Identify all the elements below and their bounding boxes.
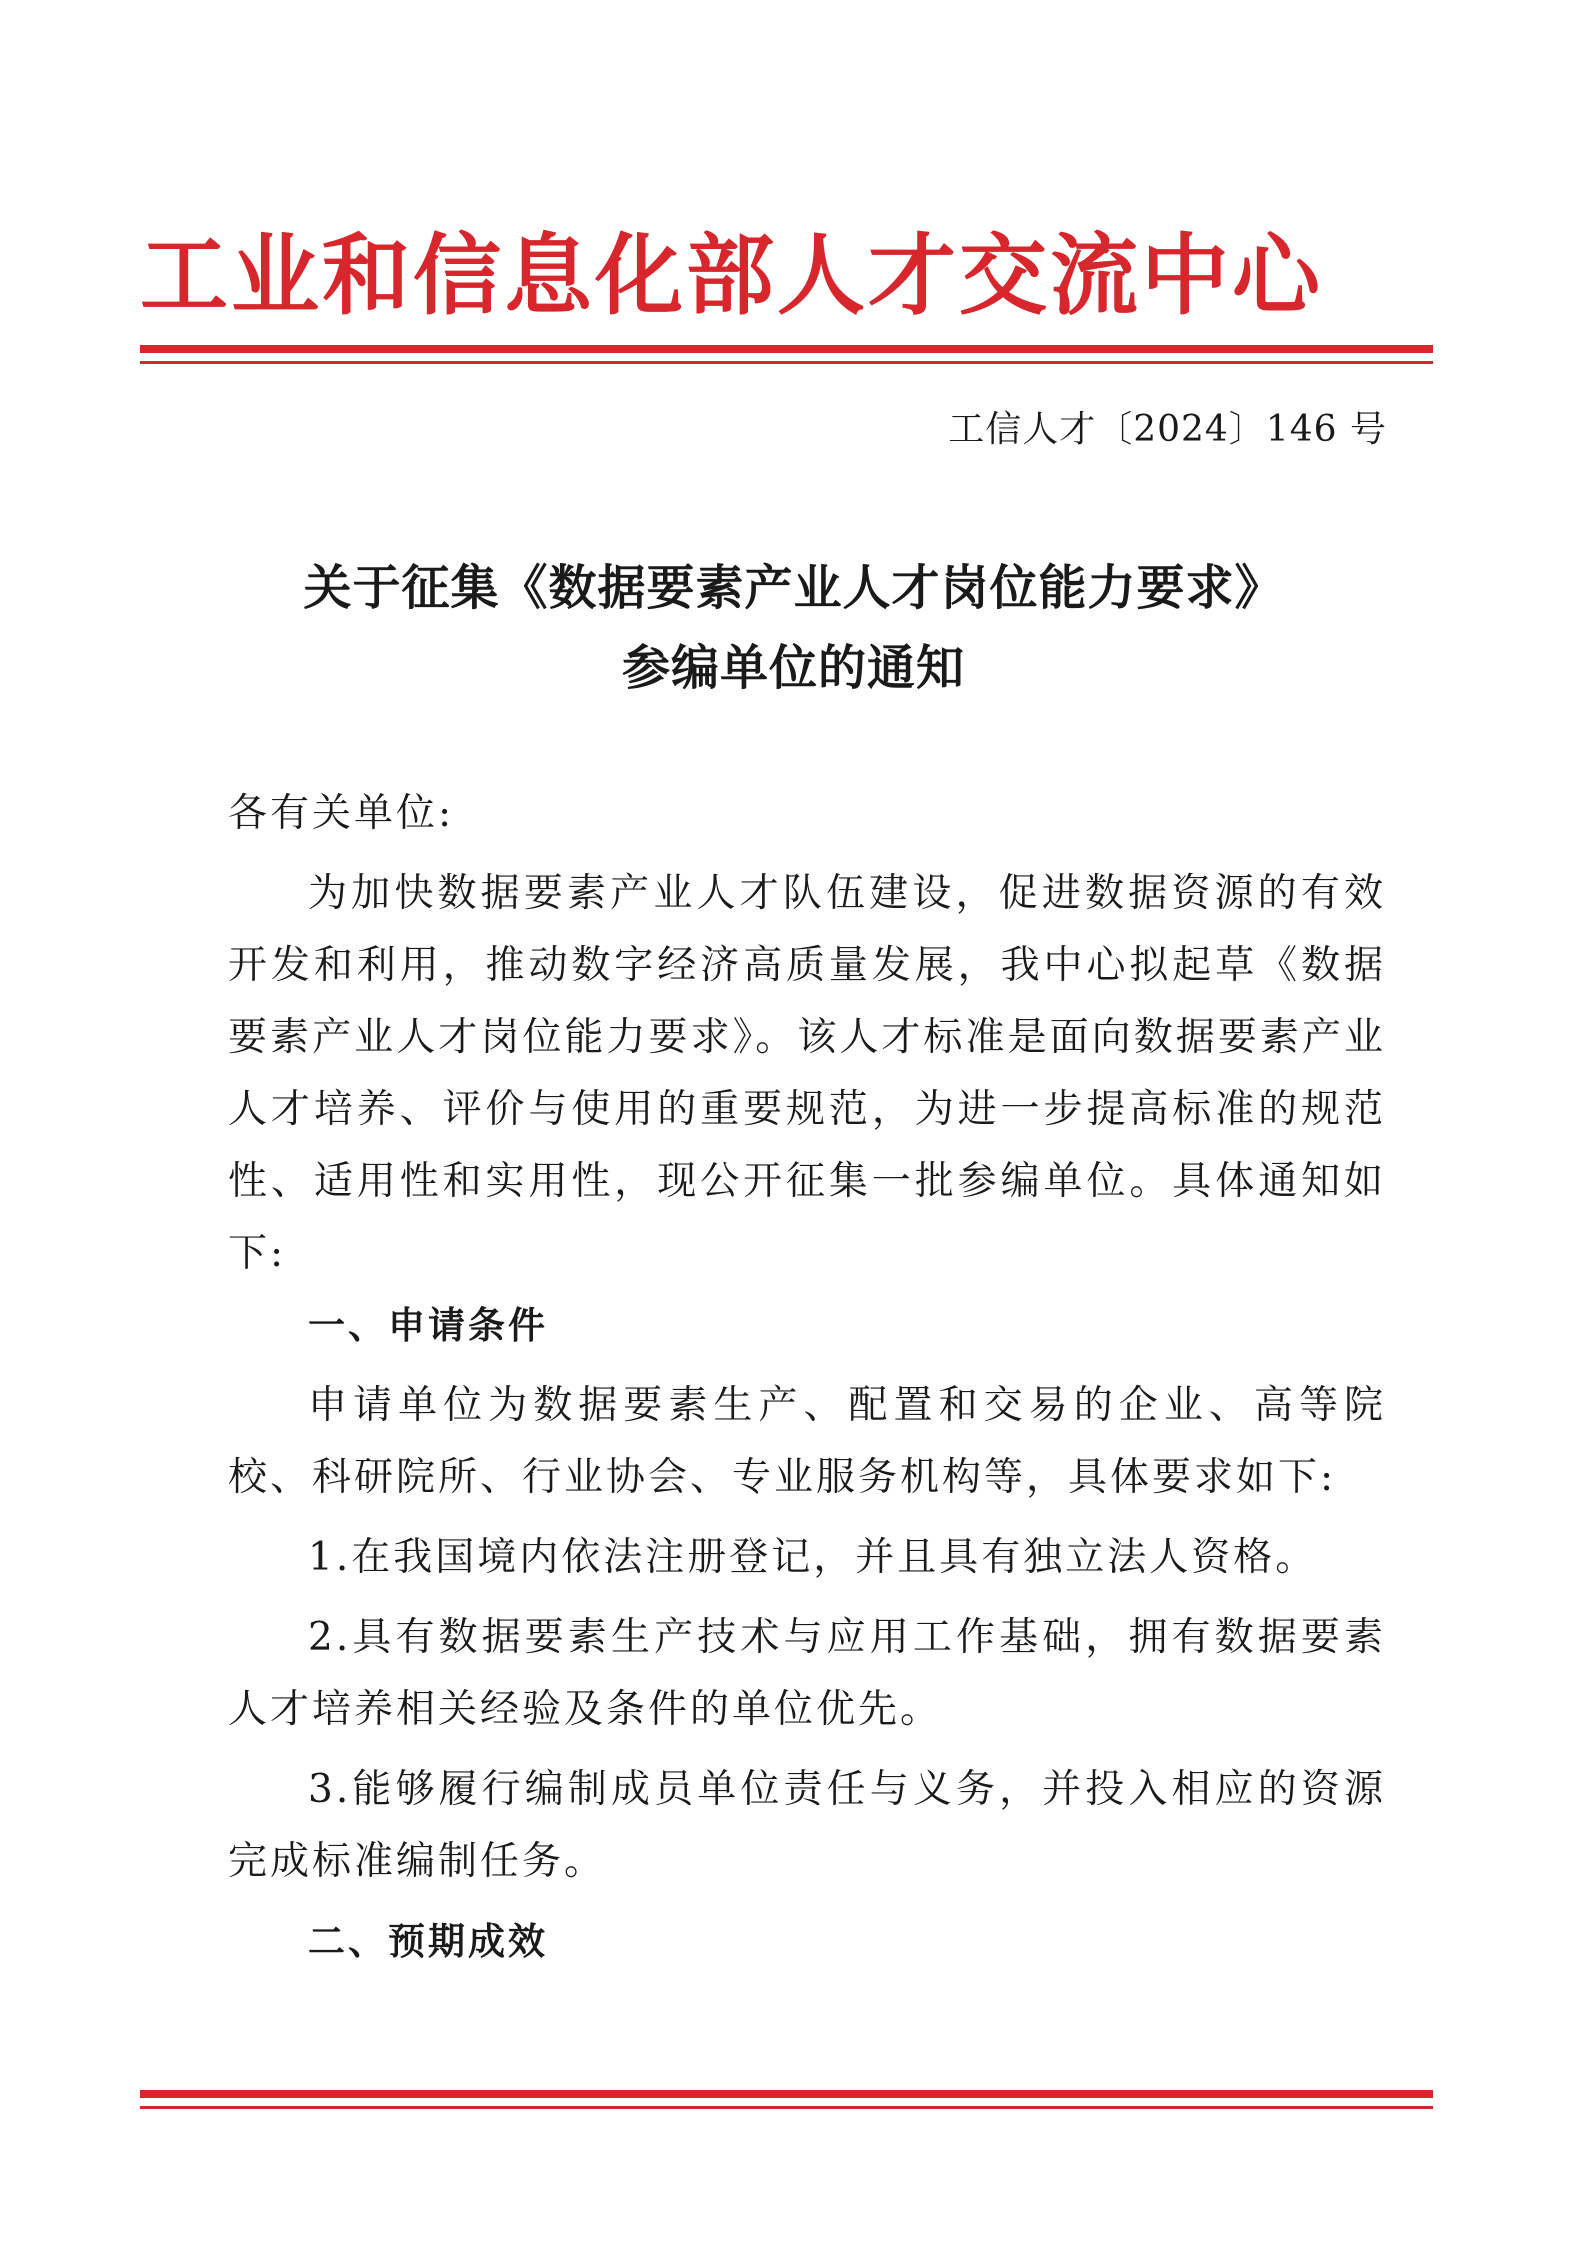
section2-heading: 二、预期成效 — [308, 1920, 548, 1963]
letterhead-rule-thin — [140, 361, 1433, 364]
document-title — [200, 548, 1387, 708]
letterhead-rule-thick — [140, 345, 1433, 353]
salutation: 各有关单位: — [228, 791, 455, 836]
section1-heading: 一、申请条件 — [308, 1304, 548, 1347]
intro-paragraph: 为加快数据要素产业人才队伍建设，促进数据资源的有效开发和利用，推动数字经济高质量发展，我中心拟起草《数据要素产业人才岗位能力要求》。该人才标准是面向数据要素产业人才培养、评价与使用的重要规范，为进一步提高标准的规范性、适用性和实用性，现公开征集一批参编单位。具体通知如下: — [228, 871, 1386, 1276]
document-title-line1: 关于征集《数据要素产业人才岗位能力要求》 — [303, 560, 1284, 616]
section1-intro: 申请单位为数据要素生产、配置和交易的企业、高等院校、科研院所、行业协会、专业服务机构等，具体要求如下: — [228, 1383, 1386, 1500]
letterhead-organization: 工业和信息化部人才交流中心 — [140, 223, 1324, 327]
requirement-3: 3.能够履行编制成员单位责任与义务，并投入相应的资源完成标准编制任务。 — [228, 1767, 1386, 1884]
document-number: 工信人才〔2024〕146 号 — [948, 409, 1387, 450]
footer-rule-thick — [140, 2090, 1433, 2098]
document-body — [228, 778, 1386, 1978]
footer-rule-thin — [140, 2106, 1433, 2109]
requirement-1: 1.在我国境内依法注册登记，并且具有独立法人资格。 — [308, 1535, 1318, 1580]
requirement-2: 2.具有数据要素生产技术与应用工作基础，拥有数据要素人才培养相关经验及条件的单位优先。 — [228, 1615, 1386, 1732]
document-title-line2: 参编单位的通知 — [621, 640, 965, 696]
